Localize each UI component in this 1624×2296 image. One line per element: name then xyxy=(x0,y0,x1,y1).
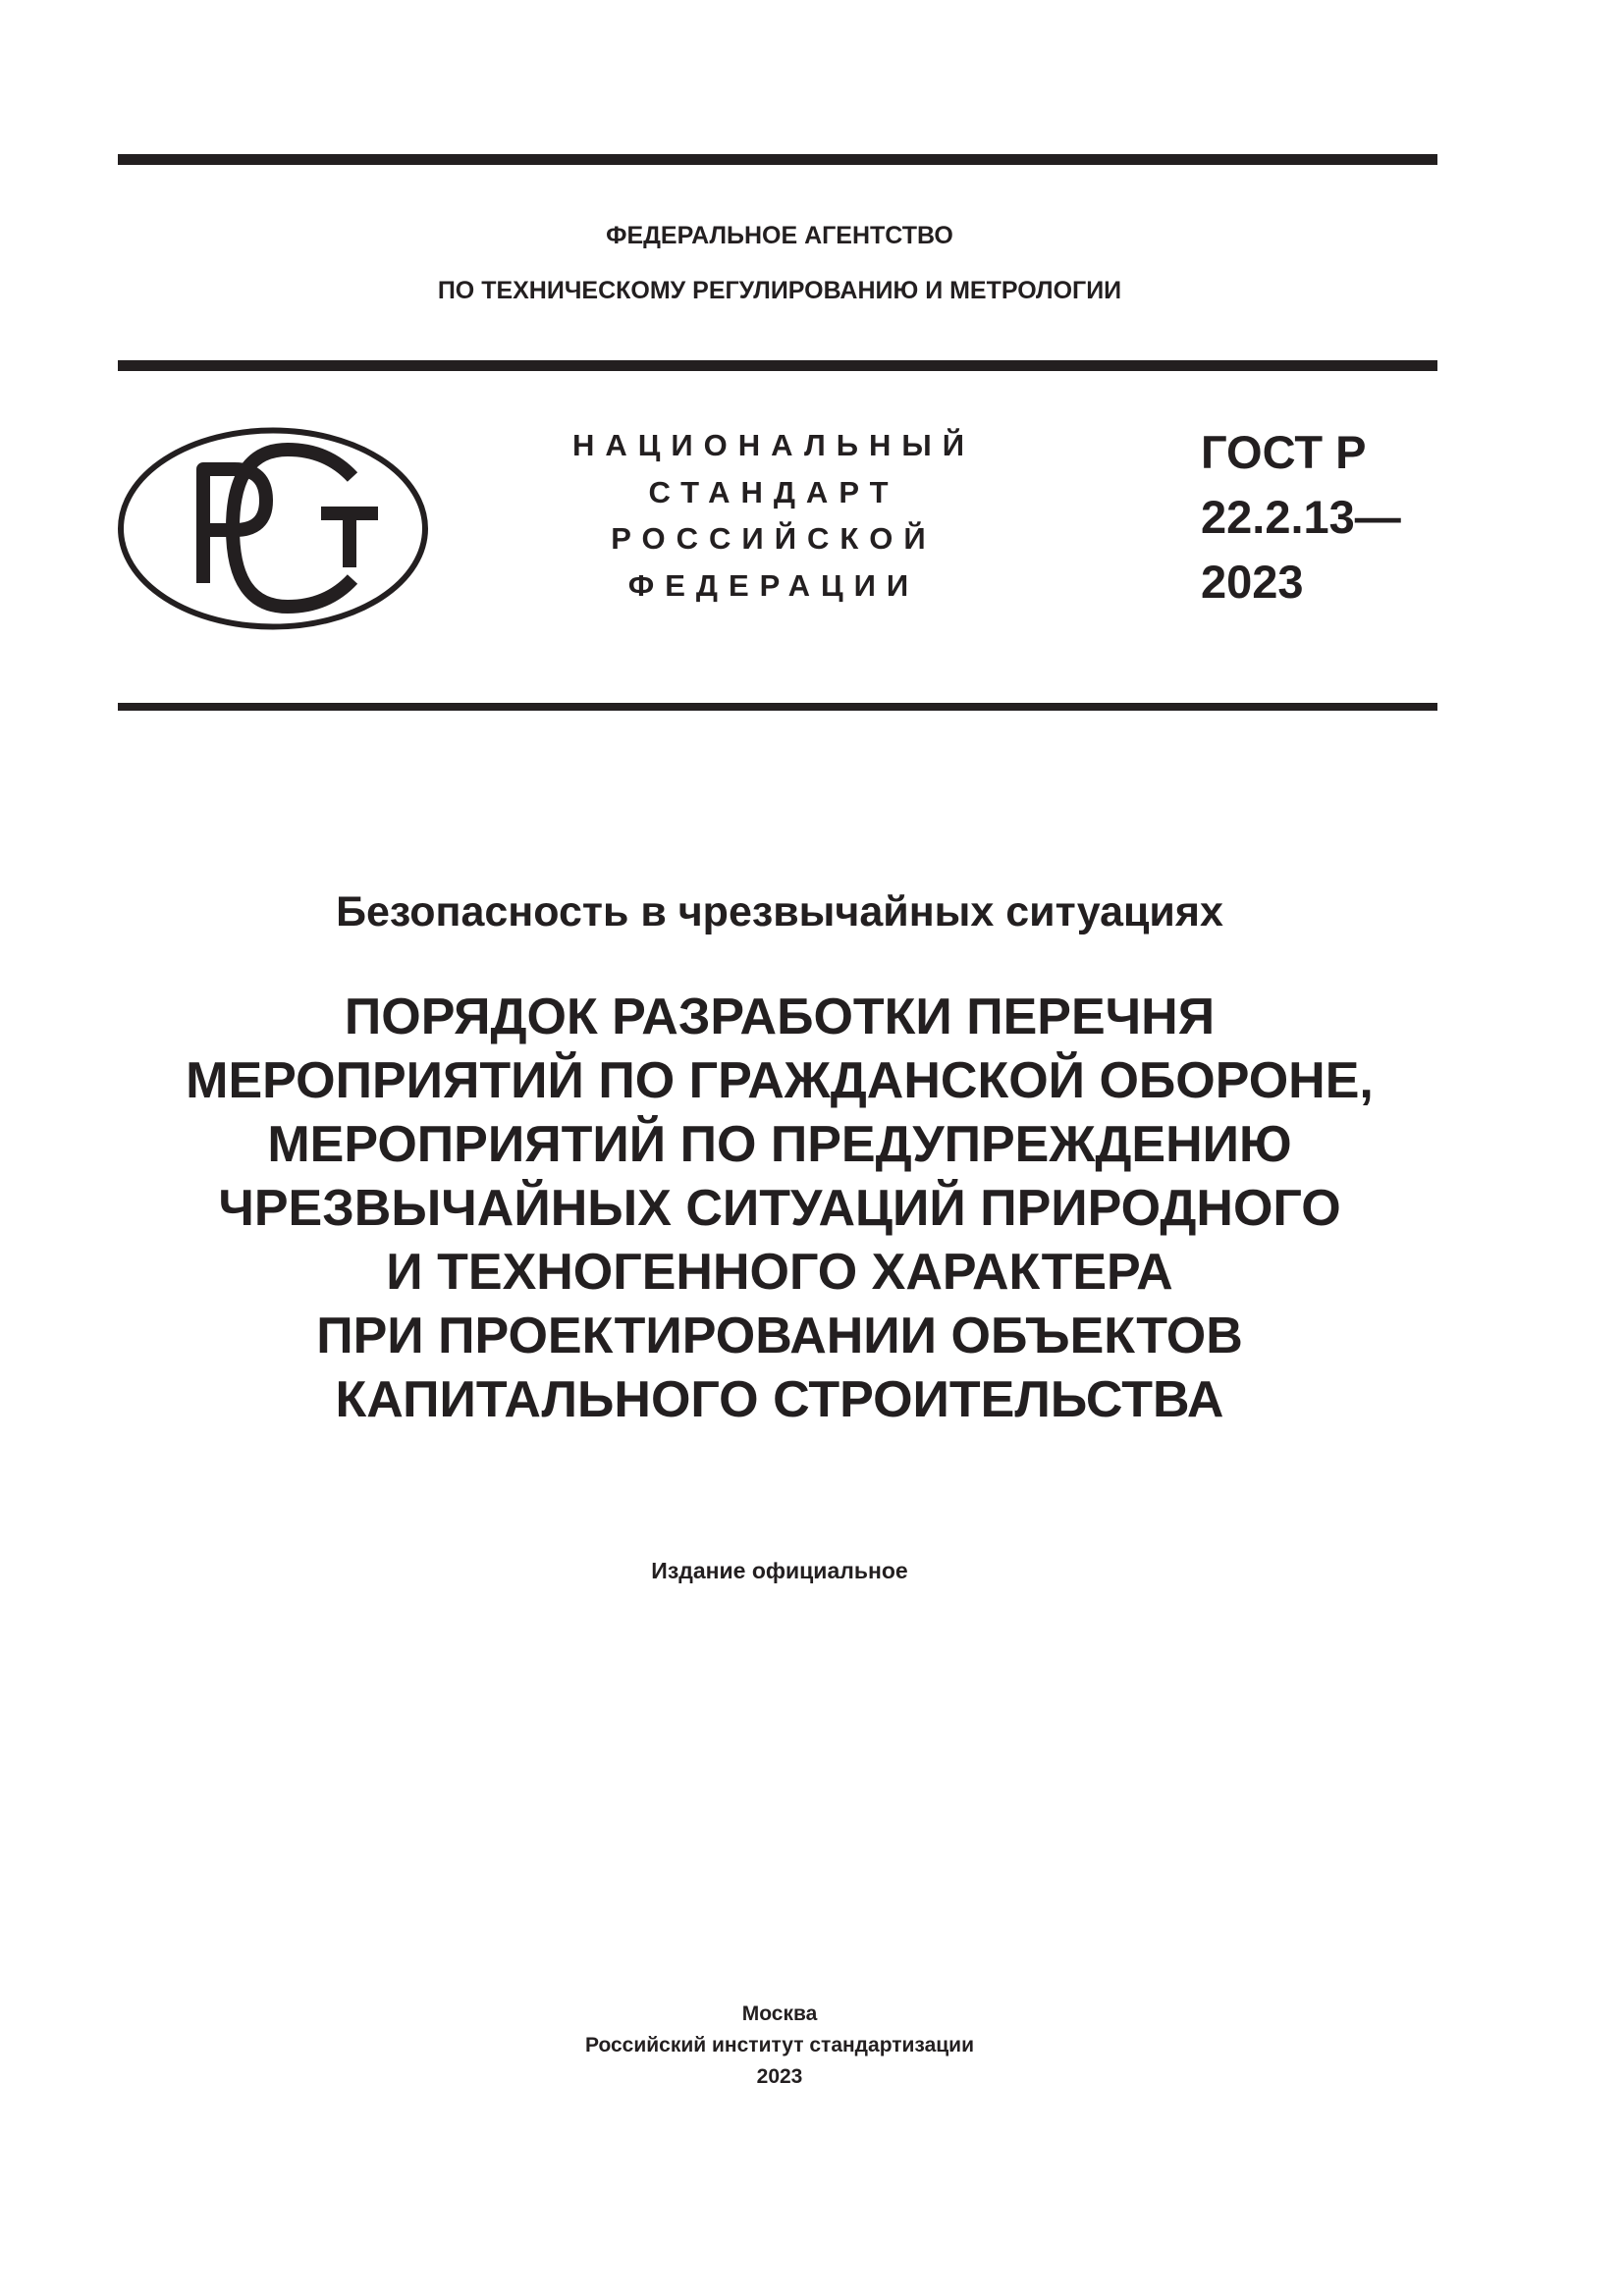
title-line-1: ПОРЯДОК РАЗРАБОТКИ ПЕРЕЧНЯ xyxy=(344,988,1216,1045)
title-line-4: ЧРЕЗВЫЧАЙНЫХ СИТУАЦИЙ ПРИРОДНОГО xyxy=(218,1180,1341,1237)
edition-label: Издание официальное xyxy=(651,1558,908,1583)
title-line-3: МЕРОПРИЯТИЙ ПО ПРЕДУПРЕЖДЕНИЮ xyxy=(267,1116,1292,1173)
designation-line-2: 22.2.13— xyxy=(1201,491,1401,543)
document-title xyxy=(0,986,1559,1432)
rst-mark-logo xyxy=(117,426,429,631)
designation-line-3: 2023 xyxy=(1201,556,1304,608)
title-line-5: И ТЕХНОГЕННОГО ХАРАКТЕРА xyxy=(386,1244,1173,1301)
publisher-block xyxy=(0,1999,1559,2093)
standard-type xyxy=(548,422,1000,609)
top-rule xyxy=(118,154,1437,165)
publisher-name: Российский институт стандартизации xyxy=(584,2034,975,2056)
standard-type-line-3: РОССИЙСКОЙ xyxy=(611,521,937,556)
header-bottom-rule xyxy=(118,703,1437,711)
standard-type-line-2: СТАНДАРТ xyxy=(648,474,899,509)
title-line-6: ПРИ ПРОЕКТИРОВАНИИ ОБЪЕКТОВ xyxy=(316,1308,1243,1364)
agency-line-2: ПО ТЕХНИЧЕСКОМУ РЕГУЛИРОВАНИЮ И МЕТРОЛОГИИ xyxy=(437,277,1122,304)
standard-type-line-1: НАЦИОНАЛЬНЫЙ xyxy=(571,428,976,462)
publisher-city: Москва xyxy=(741,2002,818,2025)
standard-designation xyxy=(1201,420,1401,614)
title-line-7: КАПИТАЛЬНОГО СТРОИТЕЛЬСТВА xyxy=(335,1371,1224,1428)
header-rule xyxy=(118,360,1437,371)
publisher-year: 2023 xyxy=(756,2065,803,2088)
designation-line-1: ГОСТ Р xyxy=(1201,426,1367,478)
document-subtitle: Безопасность в чрезвычайных ситуациях xyxy=(336,888,1223,935)
agency-line-1: ФЕДЕРАЛЬНОЕ АГЕНТСТВО xyxy=(606,222,953,249)
title-line-2: МЕРОПРИЯТИЙ ПО ГРАЖДАНСКОЙ ОБОРОНЕ, xyxy=(186,1052,1374,1109)
standard-type-line-4: ФЕДЕРАЦИИ xyxy=(627,567,920,603)
